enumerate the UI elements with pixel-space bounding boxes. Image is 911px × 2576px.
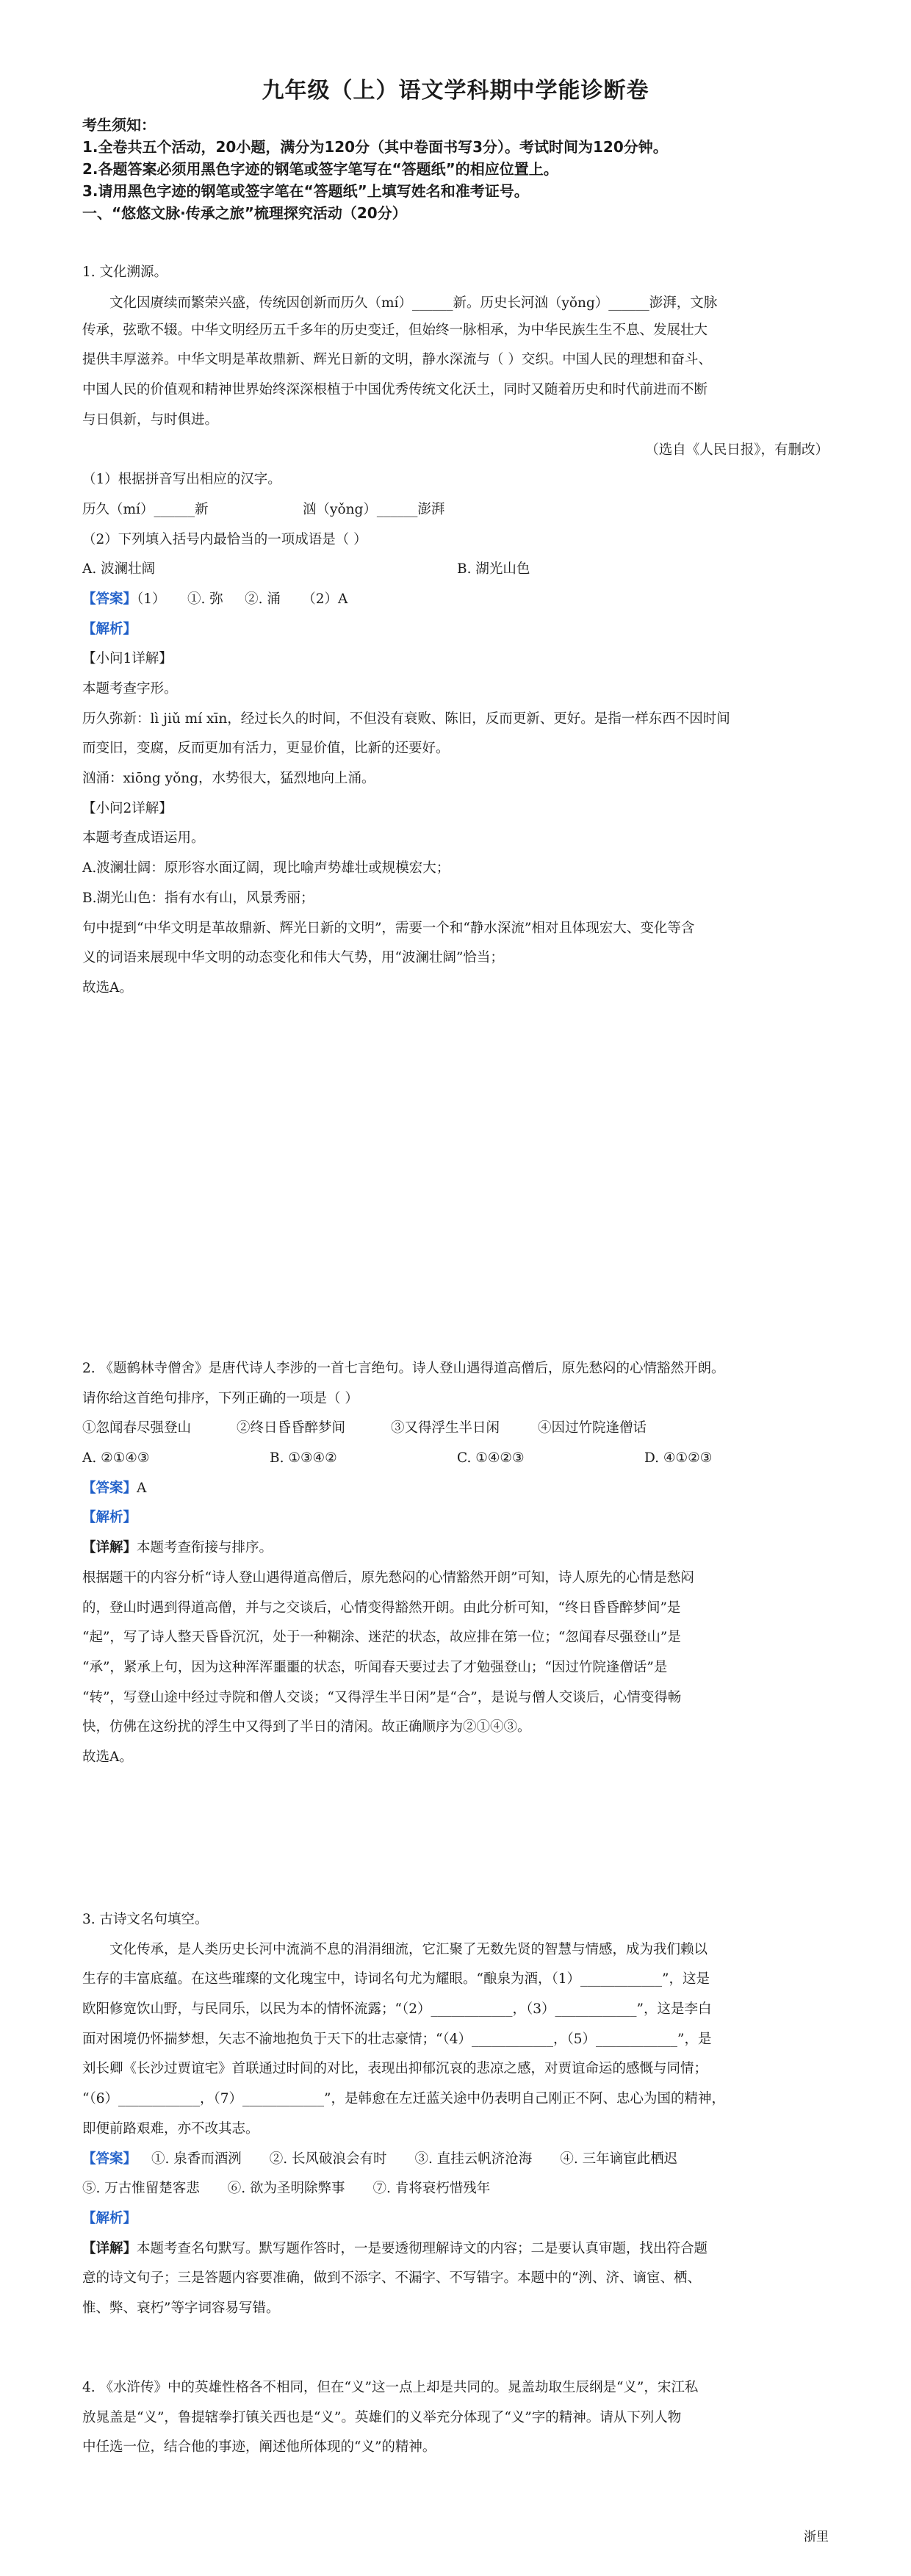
option: A. 波澜壮阔 — [82, 561, 156, 578]
answer-item: ⑦. 肯将衰朽惜残年 — [372, 2181, 491, 2197]
detail-line: 汹涌：xiōng yǒng，水势很大，猛烈地向上涌。 — [82, 771, 375, 787]
passage-line: 面对困境仍怀揣梦想，矢志不渝地抱负于天下的壮志豪情；“（4）____________，（5）____________”，是 — [82, 2031, 712, 2047]
answer-tag: 【答案】 — [82, 2151, 137, 2167]
detail-line: 义的词语来展现中华文明的动态变化和伟大气势，用“波澜壮阔”恰当； — [82, 950, 504, 966]
source-line: （选自《人民日报》，有删改） — [645, 442, 829, 458]
answer-tag: 【答案】 — [82, 1480, 137, 1496]
detail-line: “承”，紧承上句，因为这种浑浑噩噩的状态，听闻春天要过去了才勉强登山；“因过竹院逢僧话”是 — [82, 1659, 668, 1675]
answer-item: ③. 直挂云帆济沧海 — [414, 2151, 533, 2167]
detail-tag: 【小问1详解】 — [82, 651, 173, 667]
page-title: 九年级（上）语文学科期中学能诊断卷 — [262, 78, 649, 104]
passage-line: 与日俱新，与时俱进。 — [82, 411, 219, 428]
detail-line: 本题考查字形。 — [82, 681, 178, 697]
question-2 — [82, 1354, 829, 1773]
poem-line: ①忽闻春尽强登山 — [82, 1420, 192, 1436]
question-head: 2. 《题鹤林寺僧舍》是唐代诗人李涉的一首七言绝句。诗人登山遇得道高僧后，原先愁闷的心情豁然开朗。 — [82, 1361, 725, 1376]
answer-item: ⑤. 万古惟留楚客悲 — [82, 2181, 200, 2197]
passage-line: 中国人民的价值观和精神世界始终深深根植于中国优秀传统文化沃土，同时又随着历史和时代前进而不断 — [82, 382, 708, 398]
detail-tag: 【小问2详解】 — [82, 800, 173, 816]
detail-line: 本题考查衔接与排序。 — [137, 1540, 273, 1556]
answer-item: ⑥. 欲为圣明除弊事 — [227, 2181, 345, 2197]
exam-notice — [82, 114, 668, 224]
passage-line: 文化因赓续而繁荣兴盛，传统因创新而历久（mí）______新。历史长河汹（yǒng）______澎湃，文脉 — [109, 295, 718, 312]
detail-line: 惟、弊、衰朽”等字词容易写错。 — [82, 2300, 280, 2316]
question-1 — [82, 261, 829, 1004]
question-head: 3. 古诗文名句填空。 — [82, 1912, 209, 1927]
analysis-tag: 【解析】 — [82, 1510, 137, 1526]
answer-tag: 【答案】 — [82, 591, 137, 607]
detail-line: 意的诗文句子；三是答题内容要准确，做到不添字、不漏字、不写错字。本题中的“洌、济、谪宦、栖、 — [82, 2270, 701, 2287]
answer-item: ④. 三年谪宦此栖迟 — [560, 2151, 678, 2167]
passage-line: 传承，弦歌不辍。中华文明经历五千多年的历史变迁，但始终一脉相承，为中华民族生生不息、发展壮大 — [82, 322, 708, 338]
option: B. ①③④② — [270, 1450, 337, 1467]
page-footer: 浙里 — [804, 2530, 829, 2544]
notice-heading: 考生须知： — [82, 116, 156, 134]
sub-question: （2）下列填入括号内最恰当的一项成语是（ ） — [82, 531, 367, 547]
option: B. 湖光山色 — [457, 561, 530, 578]
passage-line: 即便前路艰难，亦不改其志。 — [82, 2120, 259, 2137]
detail-line: B.湖光山色：指有水有山，风景秀丽； — [82, 890, 314, 906]
notice-item: 2.各题答案必须用黑色字迹的钢笔或签字笔写在“答题纸”的相应位置上。 — [82, 160, 558, 178]
detail-line: 快，仿佛在这纷扰的浮生中又得到了半日的清闲。故正确顺序为②①④③。 — [82, 1719, 531, 1735]
question-head: 1. 文化溯源。 — [82, 265, 168, 280]
passage-line: 刘长卿《长沙过贾谊宅》首联通过时间的对比，表现出抑郁沉哀的悲凉之感，对贾谊命运的感慨与同情； — [82, 2061, 708, 2077]
detail-tag: 【详解】 — [82, 1540, 137, 1556]
poem-line: ②终日昏昏醉梦间 — [237, 1420, 346, 1436]
detail-line: “转”，写登山途中经过寺院和僧人交谈；“又得浮生半日闲”是“合”，是说与僧人交谈后，心情变得畅 — [82, 1689, 682, 1705]
detail-tag: 【详解】 — [82, 2240, 137, 2256]
detail-line: 本题考查成语运用。 — [82, 830, 205, 846]
detail-line: 历久弥新：lì jiǔ mí xīn，经过长久的时间，不但没有衰败、陈旧，反而更新、更好。是指一样东西不因时间 — [82, 710, 730, 727]
question-text: 放晁盖是“义”，鲁提辖拳打镇关西也是“义”。英雄们的义举充分体现了“义”字的精神。请从下列人物 — [82, 2409, 682, 2425]
sub-question: （1）根据拼音写出相应的汉字。 — [82, 472, 281, 488]
detail-line: 故选A。 — [82, 979, 133, 996]
fill-blank: 历久（mí）______新 — [82, 501, 209, 517]
passage-line: 文化传承，是人类历史长河中流淌不息的涓涓细流，它汇聚了无数先贤的智慧与情感，成为我们赖以 — [109, 1941, 708, 1957]
section-heading: 一、“悠悠文脉·传承之旅”梳理探究活动（20分） — [82, 204, 407, 222]
detail-line: 而变旧，变腐，反而更加有活力，更显价值，比新的还要好。 — [82, 741, 450, 757]
option: C. ①④②③ — [457, 1450, 525, 1467]
option: D. ④①②③ — [644, 1450, 713, 1467]
fill-blank: 汹（yǒng）______澎湃 — [303, 501, 445, 517]
detail-line: 根据题干的内容分析“诗人登山遇得道高僧后，原先愁闷的心情豁然开朗”可知，诗人原先的心情是愁闷 — [82, 1569, 694, 1586]
poem-line: ④因过竹院逢僧话 — [538, 1420, 647, 1436]
detail-line: 的，登山时遇到得道高僧，并与之交谈后，心情变得豁然开朗。由此分析可知，“终日昏昏醉梦间”是 — [82, 1600, 681, 1616]
poem-line: ③又得浮生半日闲 — [391, 1420, 500, 1436]
passage-line: 欧阳修宽饮山野，与民同乐，以民为本的情怀流露；“（2）____________，（3）____________”，这是李白 — [82, 2001, 712, 2018]
notice-item: 3.请用黑色字迹的钢笔或签字笔在“答题纸”上填写姓名和准考证号。 — [82, 182, 529, 200]
detail-line: 句中提到“中华文明是革故鼎新、辉光日新的文明”，需要一个和“静水深流”相对且体现宏大、变化等含 — [82, 920, 695, 936]
question-head: 请你给这首绝句排序，下列正确的一项是（ ） — [82, 1390, 359, 1406]
answer-text: A — [137, 1480, 147, 1496]
option: A. ②①④③ — [82, 1450, 150, 1467]
analysis-tag: 【解析】 — [82, 2210, 137, 2226]
detail-line: 故选A。 — [82, 1749, 133, 1765]
detail-line: 本题考查名句默写。默写题作答时，一是要透彻理解诗文的内容；二是要认真审题，找出符合题 — [137, 2240, 708, 2256]
question-4 — [82, 2373, 829, 2463]
question-3 — [82, 1905, 829, 2324]
detail-line: A.波澜壮阔：原形容水面辽阔，现比喻声势雄壮或规模宏大； — [82, 860, 450, 877]
answer-item: ②. 长风破浪会有时 — [269, 2151, 387, 2167]
question-text: 4. 《水浒传》中的英雄性格各不相同，但在“义”这一点上却是共同的。晁盖劫取生辰纲是“义”，宋江私 — [82, 2380, 699, 2395]
passage-line: “（6）____________，（7）____________”，是韩愈在左迁蓝关途中仍表明自己刚正不阿、忠心为国的精神， — [82, 2091, 725, 2107]
notice-item: 1.全卷共五个活动，20小题，满分为120分（其中卷面书写3分）。考试时间为120分钟。 — [82, 138, 668, 156]
answer-text: （1） ①. 弥 ②. 涌 （2）A — [137, 591, 348, 607]
answer-item: ①. 泉香而酒洌 — [151, 2151, 242, 2167]
passage-line: 提供丰厚滋养。中华文明是革故鼎新、辉光日新的文明，静水深流与（ ）交织。中国人民的理想和奋斗、 — [82, 352, 712, 368]
detail-line: “起”，写了诗人整天昏昏沉沉，处于一种糊涂、迷茫的状态，故应排在第一位；“忽闻春尽强登山”是 — [82, 1630, 681, 1646]
analysis-tag: 【解析】 — [82, 621, 137, 637]
question-text: 中任选一位，结合他的事迹，阐述他所体现的“义”的精神。 — [82, 2439, 436, 2456]
passage-line: 生存的丰富底蕴。在这些璀璨的文化瑰宝中，诗词名句尤为耀眼。“酿泉为酒，（1）____________”，这是 — [82, 1971, 710, 1987]
